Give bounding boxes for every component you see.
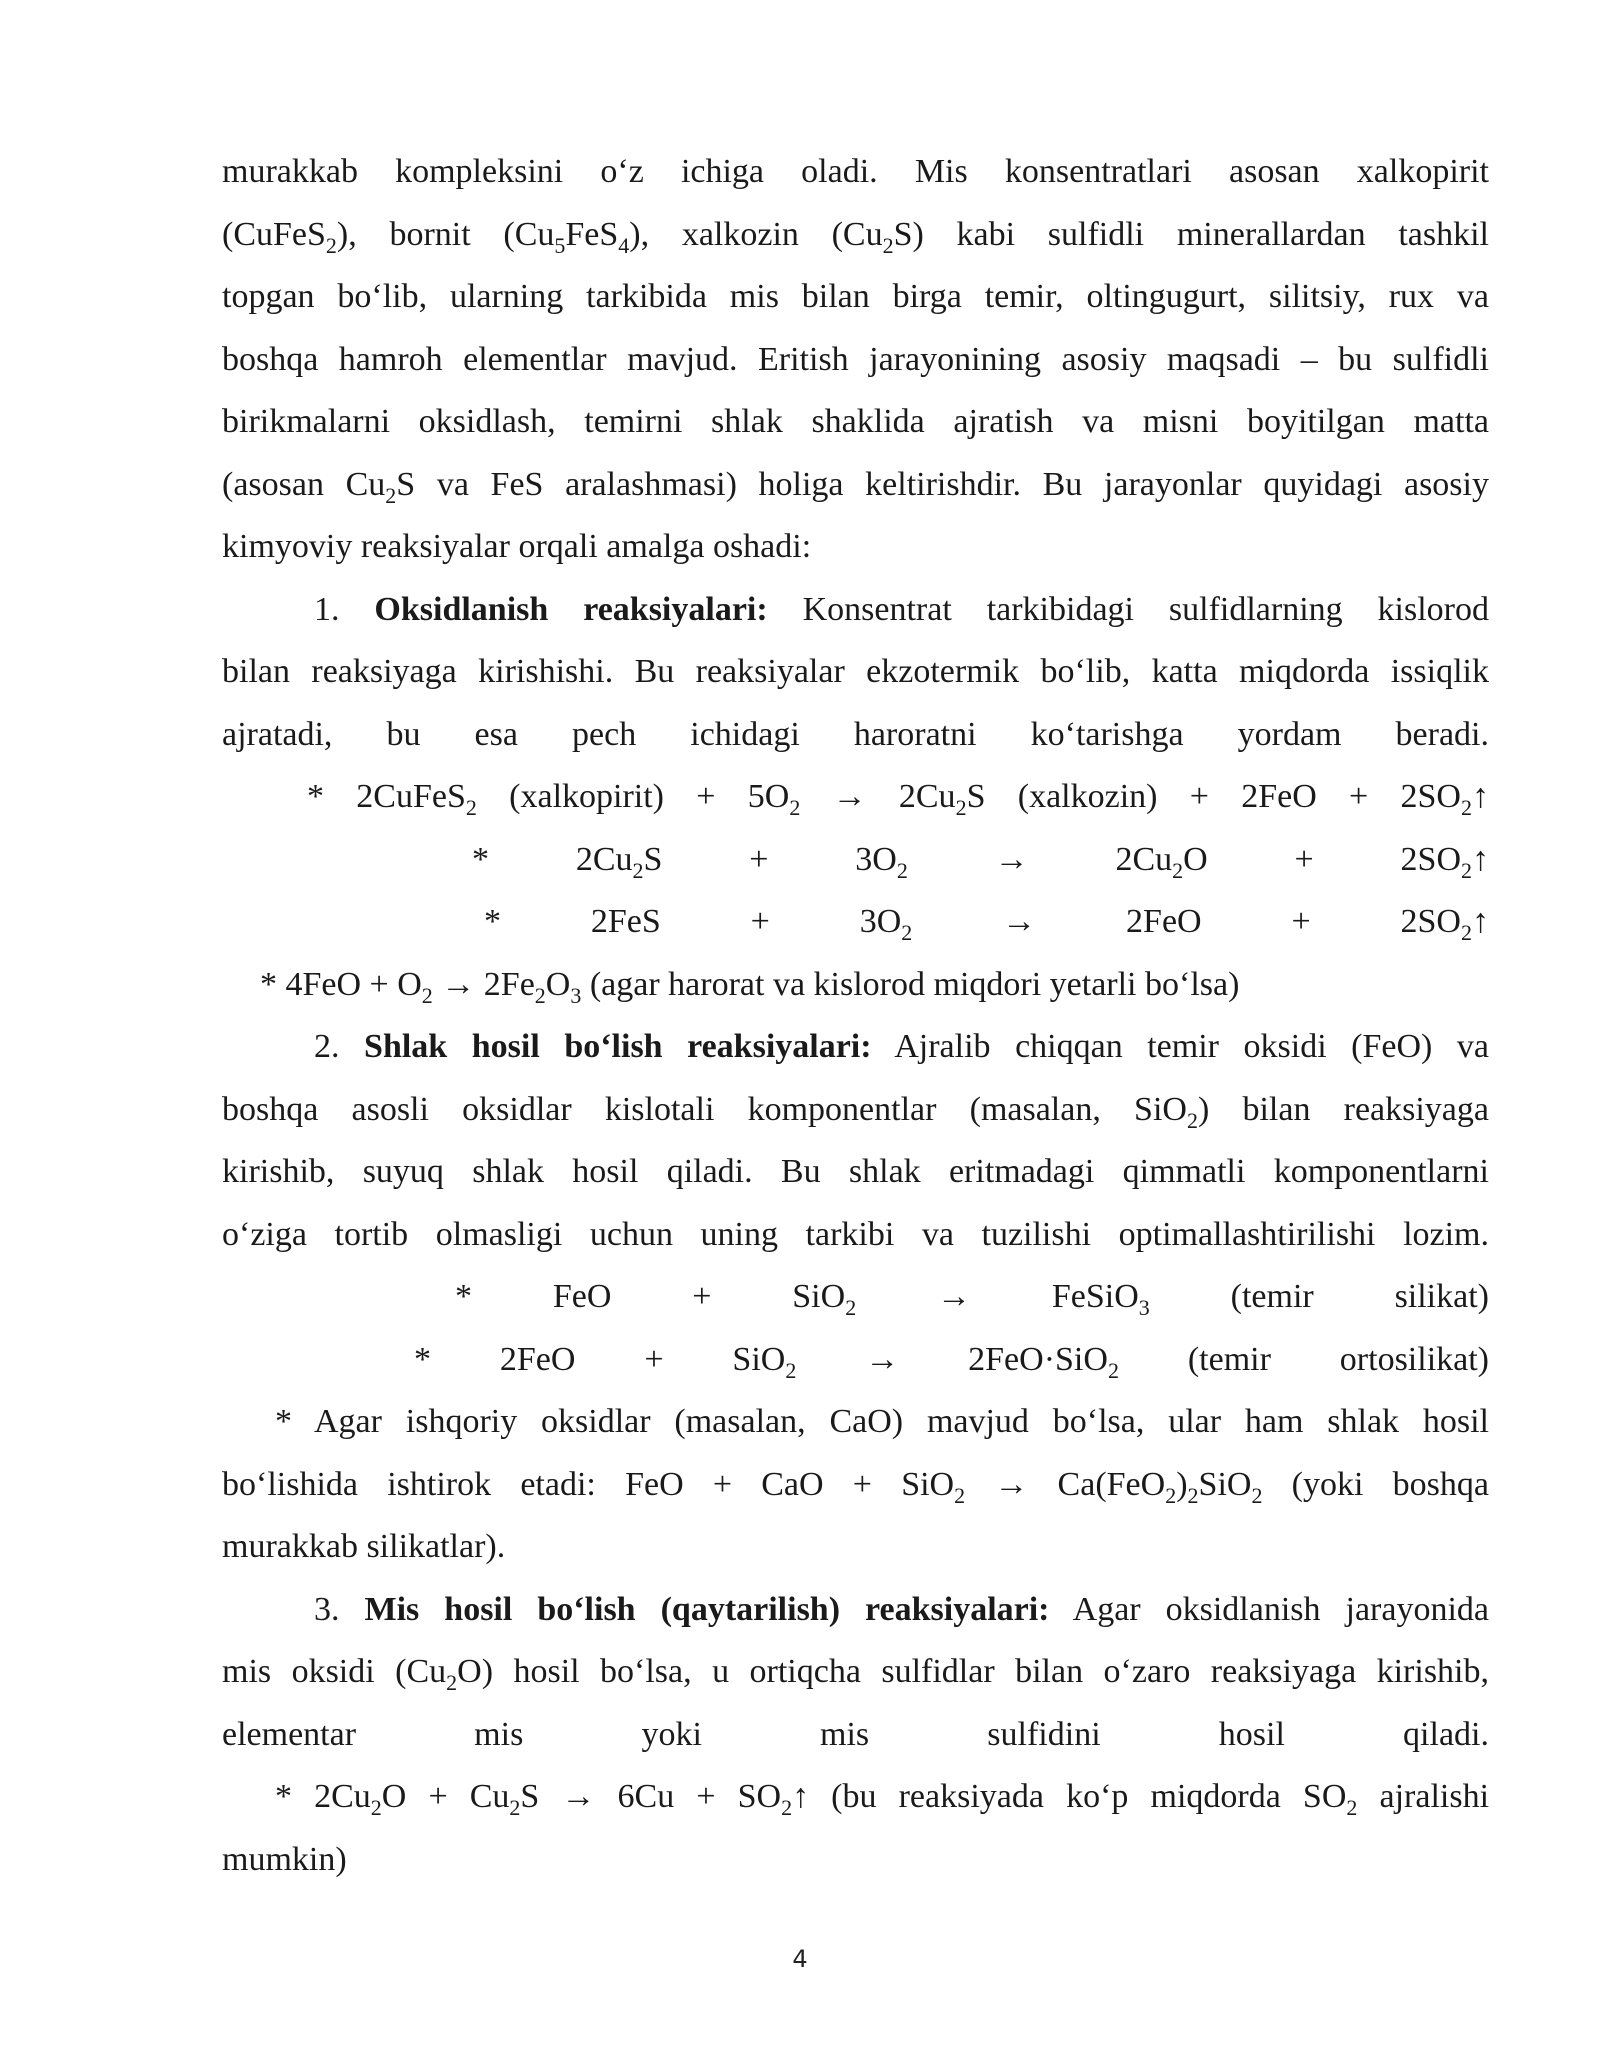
text-line: * FeO + SiO$_2$ → FeSiO$_3$ (temir silikat) xyxy=(455,1278,1489,1320)
text-line: mumkin) xyxy=(222,1840,347,1878)
page-number: 4 xyxy=(792,1945,808,1973)
text-line: ajratadi, bu esa pech ichidagi haroratni ko‘tarishga yordam beradi. xyxy=(222,715,1489,753)
text-line: * $2Cu_2S + 3O_2 \to 2Cu_2O$ + $2SO_2↑$ xyxy=(472,840,1489,883)
text-line: birikmalarni oksidlash, temirni shlak shaklida ajratish va misni boyitilgan matta xyxy=(222,403,1489,440)
text-line: * $2Cu_2O + Cu_2S \to 6Cu$ + $SO_2↑$ (bu reaksiyada ko‘p miqdorda $SO_2$ ajralishi xyxy=(275,1778,1490,1820)
text-line: bo‘lishida ishtirok etadi: FeO + CaO + $SiO_2 \to Ca(FeO_2)_2SiO_2$ (yoki boshqa xyxy=(222,1465,1489,1508)
text-line: topgan bo‘lib, ularning tarkibida mis bilan birga temir, oltingugurt, silitsiy, rux va xyxy=(222,278,1489,315)
text-line: kirishib, suyuq shlak hosil qiladi. Bu shlak eritmadagi qimmatli komponentlarni xyxy=(222,1153,1489,1190)
text-line: * 2FeO + SiO$_2$ → 2FeO·SiO$_2$ (temir ortosilikat) xyxy=(414,1340,1490,1383)
text-line: mis oksidi $(Cu_2O)$ hosil bo‘lsa, u ortiqcha sulfidlar bilan o‘zaro reaksiyaga kirishib, xyxy=(222,1653,1490,1695)
text-line: 1. Oksidlanish reaksiyalari: Konsentrat tarkibidagi sulfidlarning kislorod xyxy=(314,590,1490,628)
text-line: boshqa hamroh elementlar mavjud. Eritish jarayonining asosiy maqsadi – bu sulfidli xyxy=(222,340,1489,378)
text-line: murakkab kompleksini o‘z ichiga oladi. Mis konsentratlari asosan xalkopirit xyxy=(222,153,1489,190)
text-line: * $2FeS + 3O_2 \to 2FeO$ + $2SO_2↑$ xyxy=(484,903,1489,945)
text-line: 2. Shlak hosil bo‘lish reaksiyalari: Ajralib chiqqan temir oksidi (FeO) va xyxy=(314,1028,1489,1065)
text-line: * $4FeO + O_2 \to 2Fe_2O_3$ (agar harorat va kislorod miqdori yetarli bo‘lsa) xyxy=(260,965,1240,1008)
text-line: kimyoviy reaksiyalar orqali amalga oshadi: xyxy=(222,528,812,565)
text-line: (CuFeS$_2$), bornit $(Cu_5FeS_4)$, xalkozin $(Cu_2S)$ kabi sulfidli minerallardan tashkil xyxy=(222,215,1489,258)
text-line: 3. Mis hosil bo‘lish (qaytarilish) reaksiyalari: Agar oksidlanish jarayonida xyxy=(314,1590,1489,1628)
text-line: boshqa asosli oksidlar kislotali komponentlar (masalan, SiO$_2$) bilan reaksiyaga xyxy=(222,1090,1489,1133)
text-line: (asosan $Cu_2S$ va FeS aralashmasi) holiga keltirishdir. Bu jarayonlar quyidagi asosiy xyxy=(222,465,1489,508)
text-line: o‘ziga tortib olmasligi uchun uning tarkibi va tuzilishi optimallashtirilishi lozim. xyxy=(222,1215,1489,1253)
text-line: bilan reaksiyaga kirishishi. Bu reaksiyalar ekzotermik bo‘lib, katta miqdorda issiqlik xyxy=(222,653,1489,690)
text-line: elementar mis yoki mis sulfidini hosil qiladi. xyxy=(222,1715,1489,1753)
text-line: * 2CuFeS$_2$ (xalkopirit) + $5O_2 \to 2Cu_2S$ (xalkozin) + $2FeO + 2SO_2↑$ xyxy=(307,778,1489,820)
text-line: murakkab silikatlar). xyxy=(222,1528,506,1565)
text-line: * Agar ishqoriy oksidlar (masalan, CaO) mavjud bo‘lsa, ular ham shlak hosil xyxy=(275,1403,1489,1440)
